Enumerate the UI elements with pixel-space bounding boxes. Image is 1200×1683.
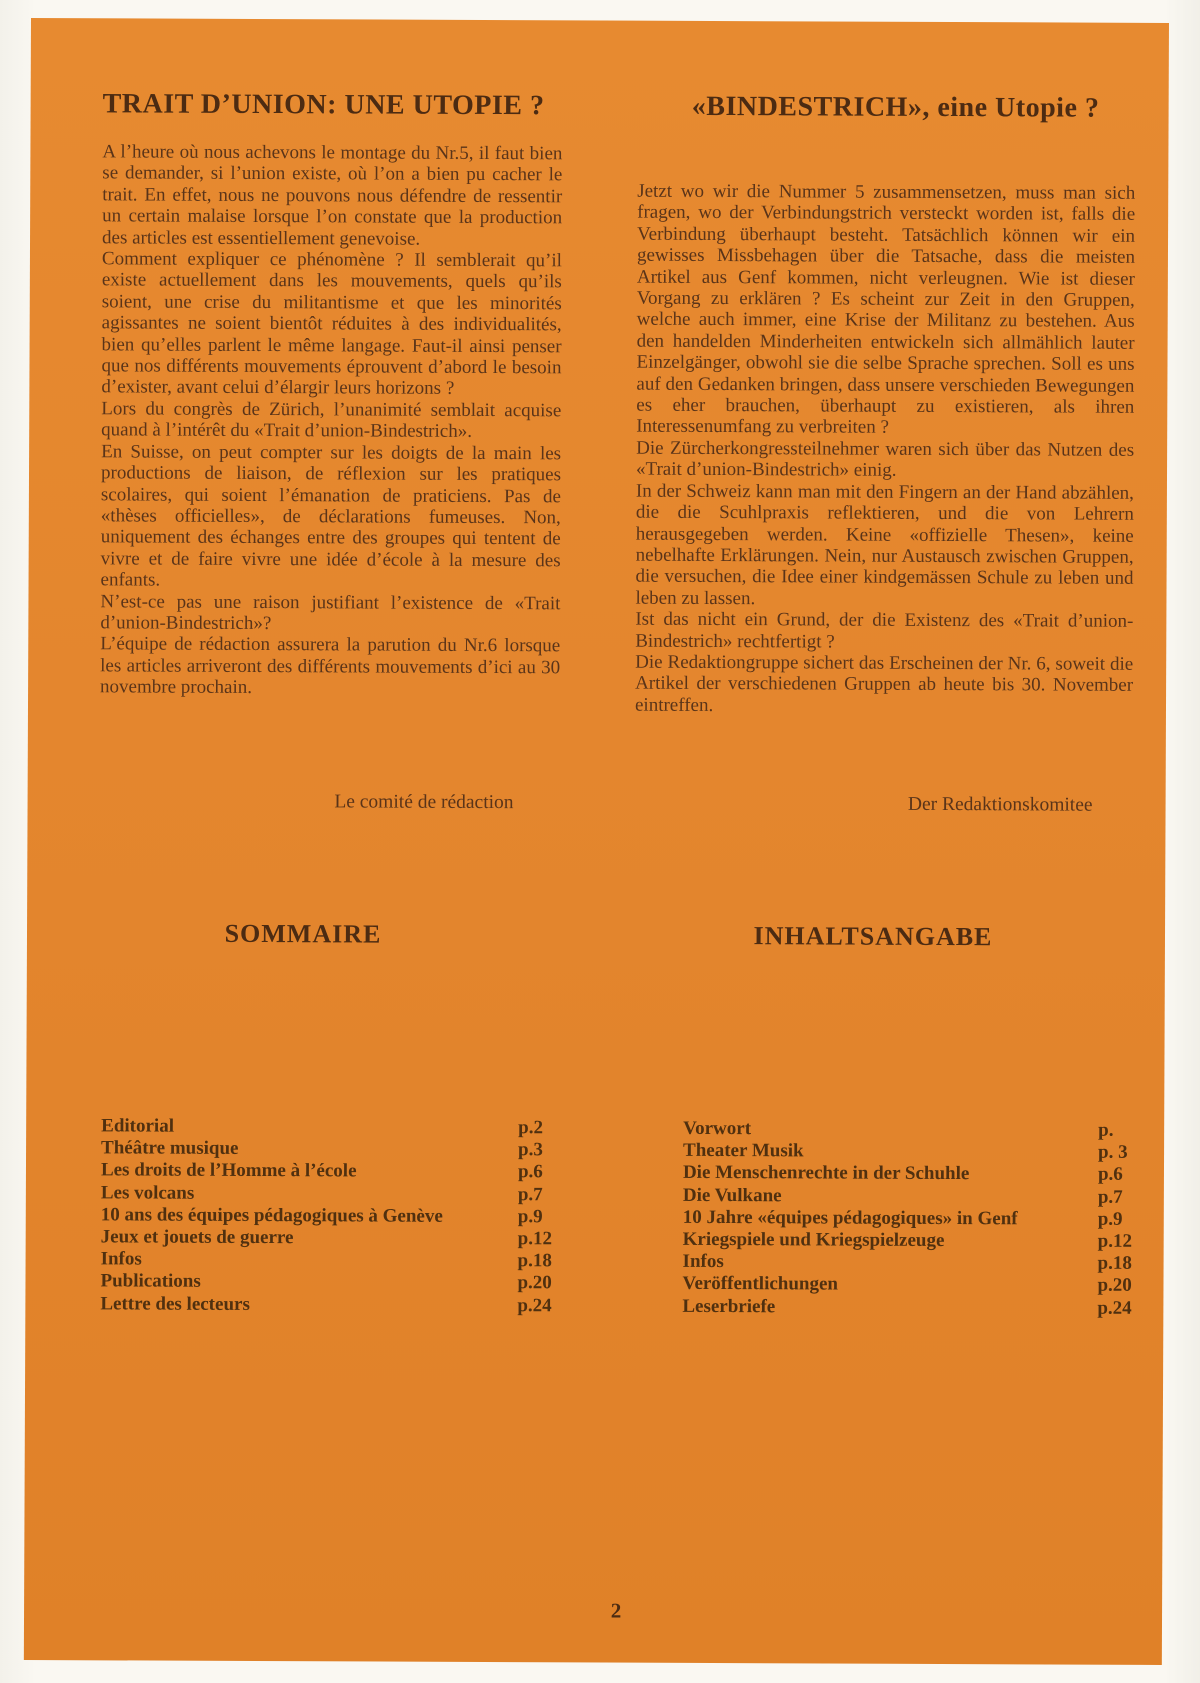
- toc-entry-label: Publications: [100, 1270, 201, 1293]
- article-french: [100, 88, 563, 700]
- toc-row: [101, 1204, 606, 1228]
- paragraph: Die Zürcherkongressteilnehmer waren sich über das Nutzen des «Trait d’union-Bindestrich» einig.: [635, 437, 1135, 482]
- page-number: 2: [610, 1598, 622, 1623]
- article-title-german: «BINDESTRICH», eine Utopie ?: [691, 90, 1100, 124]
- toc-entry-page-number: p.: [1098, 1119, 1114, 1141]
- article-title-french: TRAIT D’UNION: UNE UTOPIE ?: [102, 88, 545, 122]
- toc-row: [101, 1182, 606, 1206]
- toc-german: [682, 1118, 1153, 1320]
- toc-entry-label: Jeux et jouets de guerre: [100, 1226, 294, 1249]
- toc-row: [683, 1251, 1153, 1275]
- toc-entry-label: Die Vulkane: [682, 1184, 782, 1206]
- paragraph: Comment expliquer ce phénomène ? Il semblerait qu’il existe actuellement dans les mouvements, quels qu’ils soient, une crise du militantisme et que les minorités agissantes ne soient bientôt réduites à des individualités, bien qu’elles parlent le même langage. Faut-il ainsi penser que nos différents mouvements éprouvent d’abord le besoin d’exister, avant celui d’élargir leurs horizons ?: [101, 248, 562, 400]
- toc-header-german: INHALTSANGABE: [753, 921, 993, 952]
- toc-row: [683, 1207, 1153, 1231]
- paragraph: En Suisse, on peut compter sur les doigts de la main les productions de liaison, de réflexion sur les pratiques scolaires, qui soient l’émanation de praticiens. Pas de «thèses officielles», de déclarations fumeuses. Non, uniquement des échanges entre des groupes qui tentent de vivre et de faire vivre une idée d’école à la mesure des enfants.: [100, 440, 562, 591]
- toc-row: [682, 1295, 1152, 1319]
- toc-entry-page-number: p.6: [1097, 1164, 1123, 1186]
- toc-entry-label: 10 ans des équipes pédagogiques à Genève: [100, 1204, 443, 1227]
- toc-row: [100, 1271, 605, 1295]
- toc-row: [682, 1273, 1152, 1297]
- toc-entry-page-number: p.18: [517, 1250, 552, 1272]
- toc-entry-page-number: p.20: [517, 1272, 552, 1294]
- orange-page: [24, 18, 1169, 1665]
- toc-entry-label: Vorwort: [683, 1117, 752, 1140]
- toc-entry-label: Kriegspiele und Kriegspielzeuge: [682, 1228, 945, 1252]
- toc-entry-label: Die Menschenrechte in der Schuhle: [682, 1162, 970, 1185]
- toc-entry-page-number: p.20: [1097, 1275, 1132, 1297]
- toc-row: [101, 1226, 606, 1250]
- toc-entry-page-number: p.18: [1097, 1252, 1132, 1275]
- toc-entry-page-number: p.7: [517, 1183, 543, 1205]
- toc-french: [100, 1115, 606, 1317]
- toc-row: [100, 1293, 605, 1317]
- article-german: [635, 91, 1136, 718]
- toc-entry-page-number: p.24: [1097, 1297, 1132, 1319]
- toc-entry-page-number: p.6: [517, 1161, 543, 1183]
- toc-entry-label: Editorial: [101, 1115, 175, 1137]
- paragraph: A l’heure où nous achevons le montage du Nr.5, il faut bien se demander, si l’union existe, où l’on a bien pu cacher le trait. En effet, nous ne pouvons nous défendre de ressentir un certain malaise lorsque l’on constate que la production des articles est essentiellement genevoise.: [101, 141, 563, 250]
- toc-row: [683, 1162, 1153, 1186]
- toc-entry-page-number: p.7: [1097, 1186, 1123, 1208]
- toc-entry-page-number: p.9: [1097, 1208, 1123, 1230]
- toc-row: [101, 1138, 606, 1162]
- toc-entry-label: Infos: [100, 1248, 142, 1270]
- toc-row: [101, 1115, 606, 1139]
- toc-entry-label: Les droits de l’Homme à l’école: [100, 1159, 357, 1182]
- article-body-german: [635, 181, 1135, 718]
- toc-row: [683, 1140, 1153, 1164]
- toc-entry-page-number: p.12: [1097, 1230, 1133, 1252]
- toc-entry-page-number: p.9: [517, 1205, 543, 1228]
- toc-entry-page-number: p.12: [517, 1228, 553, 1250]
- toc-entry-page-number: p. 3: [1098, 1141, 1128, 1163]
- paragraph: L’équipe de rédaction assurera la parution du Nr.6 lorsque les articles arriveront des différents mouvements d’ici au 30 novembre prochain.: [100, 633, 561, 699]
- toc-entry-label: Les volcans: [100, 1181, 195, 1204]
- article-body-french: [100, 141, 562, 700]
- toc-entry-label: Infos: [682, 1251, 724, 1273]
- toc-row: [683, 1118, 1153, 1142]
- toc-entry-label: Théâtre musique: [101, 1137, 239, 1160]
- signature-french: Le comité de rédaction: [334, 791, 514, 814]
- toc-entry-label: Lettre des lecteurs: [100, 1292, 250, 1315]
- toc-entry-label: Veröffentlichungen: [682, 1273, 839, 1295]
- paragraph: In der Schweiz kann man mit den Fingern an der Hand abzählen, die die Scuhlpraxis reflektieren, und die von Lehrern herausgegeben werden. Keine «offizielle Thesen», keine nebelhafte Erklärungen. Nein, nur Austausch zwischen Gruppen, die versuchen, die Idee einer kindgemässen Schule zu leben und leben zu lassen.: [635, 480, 1134, 609]
- toc-row: [101, 1160, 606, 1184]
- toc-entry-label: 10 Jahre «équipes pédagogiques» in Genf: [682, 1206, 1018, 1230]
- toc-header-french: SOMMAIRE: [224, 918, 382, 949]
- toc-entry-label: Leserbriefe: [682, 1295, 776, 1317]
- toc-entry-label: Theater Musik: [683, 1140, 804, 1162]
- signature-german: Der Redaktionskomitee: [907, 793, 1093, 816]
- paragraph: N’est-ce pas une raison justifiant l’existence de «Trait d’union-Bindestrich»?: [100, 590, 561, 634]
- toc-row: [101, 1249, 606, 1273]
- toc-entry-page-number: p.2: [518, 1117, 544, 1139]
- paragraph: Die Redaktiongruppe sichert das Erscheinen der Nr. 6, soweit die Artikel der verschiedenen Gruppen ab heute bis 30. November eintreffen.: [634, 651, 1134, 716]
- toc-row: [683, 1229, 1153, 1253]
- paragraph: Ist das nicht ein Grund, der die Existenz des «Trait d’union-Bindestrich» rechtfertigt ?: [635, 608, 1134, 653]
- toc-entry-page-number: p.3: [518, 1139, 543, 1161]
- paragraph: Lors du congrès de Zürich, l’unanimité semblait acquise quand à l’intérêt du «Trait d’union-Bindestrich».: [101, 398, 562, 443]
- toc-row: [683, 1184, 1153, 1208]
- toc-entry-page-number: p.24: [517, 1294, 552, 1316]
- paragraph: Jetzt wo wir die Nummer 5 zusammensetzen, muss man sich fragen, wo der Verbindungstrich versteckt worden ist, falls die Verbindung überhaupt besteht. Tatsächlich können wir ein gewisses Missbehagen über die Tatsache, dass die meisten Artikel aus Genf kommen, nicht verleugnen. Wie ist dieser Vorgang zu erklären ? Es scheint zur Zeit in den Gruppen, welche auch immer, eine Krise der Militanz zu bestehen. Aus den handelden Minderheiten entwickeln sich allmählich lauter Einzelgänger, obwohl sie die selbe Sprache sprechen. Soll es uns auf den Gedanken bringen, dass unsere verschieden Bewegungen es eher brauchen, überhaupt zu existieren, als ihren Interessenumfang zu verbreiten ?: [636, 180, 1136, 439]
